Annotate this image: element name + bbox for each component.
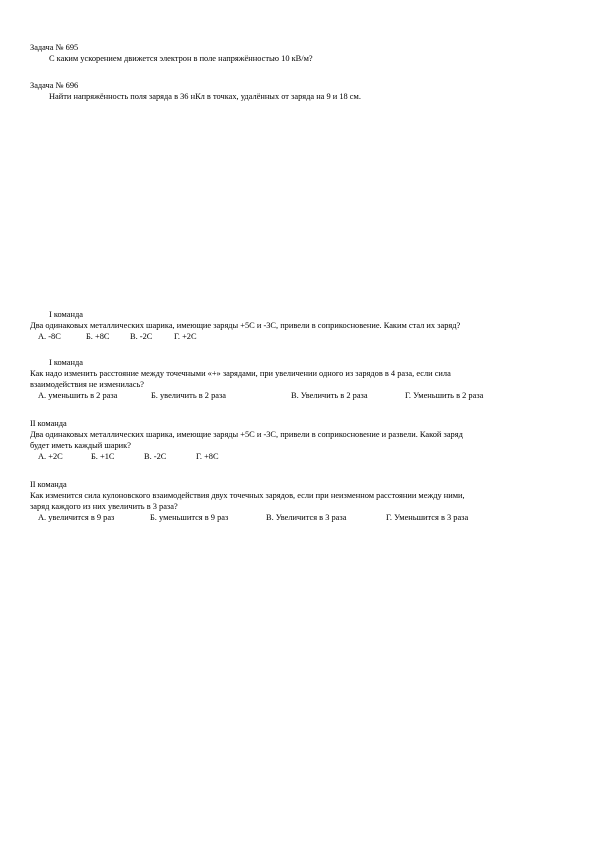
option-d: Г. +8С: [196, 452, 219, 461]
option-c: В. -2С: [130, 332, 153, 341]
problem-696-text: Найти напряжённость поля заряда в 36 нКл в точках, удалённых от заряда на 9 и 18 см.: [49, 92, 361, 101]
question-text: Два одинаковых металлических шарика, имеющие заряды +5С и -3С, привели в соприкосновение. Каким стал их заряд?: [30, 321, 461, 330]
problem-696: [30, 80, 570, 102]
team-label: II команда: [30, 419, 67, 428]
option-b: Б. +8С: [86, 332, 110, 341]
question-text-line-1: Два одинаковых металлических шарика, имеющие заряды +5С и -3С, привели в соприкосновение и развели. Какой заряд: [30, 430, 463, 439]
option-b: Б. уменьшится в 9 раз: [150, 513, 229, 522]
problem-695-title: Задача № 695: [30, 43, 79, 52]
option-a: А. +2С: [38, 452, 63, 461]
problem-695: [30, 42, 570, 64]
question-2: [30, 357, 570, 401]
answer-options: [30, 331, 570, 342]
option-d: Г. Уменьшится в 3 раза: [386, 513, 469, 522]
answer-options: [30, 512, 570, 523]
answer-options: [30, 451, 570, 462]
question-4: [30, 479, 570, 523]
question-1: [30, 309, 570, 342]
question-text-line-2: взаимодействия не изменилась?: [30, 380, 145, 389]
team-label: I команда: [49, 310, 83, 319]
option-a: А. увеличится в 9 раз: [38, 513, 115, 522]
question-text-line-2: заряд каждого из них увеличить в 3 раза?: [30, 502, 178, 511]
question-text-line-2: будет иметь каждый шарик?: [30, 441, 131, 450]
option-a: А. уменьшить в 2 раза: [38, 391, 118, 400]
option-c: В. Увеличится в 3 раза: [266, 513, 347, 522]
team-label: I команда: [49, 358, 83, 367]
option-d: Г. +2С: [174, 332, 197, 341]
question-3: [30, 418, 570, 462]
option-b: Б. увеличить в 2 раза: [151, 391, 226, 400]
question-text-line-1: Как надо изменить расстояние между точечными «+» зарядами, при увеличении одного из зарядов в 4 раза, если сила: [30, 369, 451, 378]
answer-options: [30, 390, 570, 401]
option-b: Б. +1С: [91, 452, 115, 461]
option-a: А. -8С: [38, 332, 61, 341]
problem-695-text: С каким ускорением движется электрон в поле напряжённостью 10 кВ/м?: [49, 54, 313, 63]
team-label: II команда: [30, 480, 67, 489]
question-text-line-1: Как изменится сила кулоновского взаимодействия двух точечных зарядов, если при неизменном расстоянии между ними,: [30, 491, 465, 500]
option-c: В. -2С: [144, 452, 167, 461]
option-d: Г. Уменьшить в 2 раза: [405, 391, 484, 400]
option-c: В. Увеличить в 2 раза: [291, 391, 368, 400]
problem-696-title: Задача № 696: [30, 81, 79, 90]
